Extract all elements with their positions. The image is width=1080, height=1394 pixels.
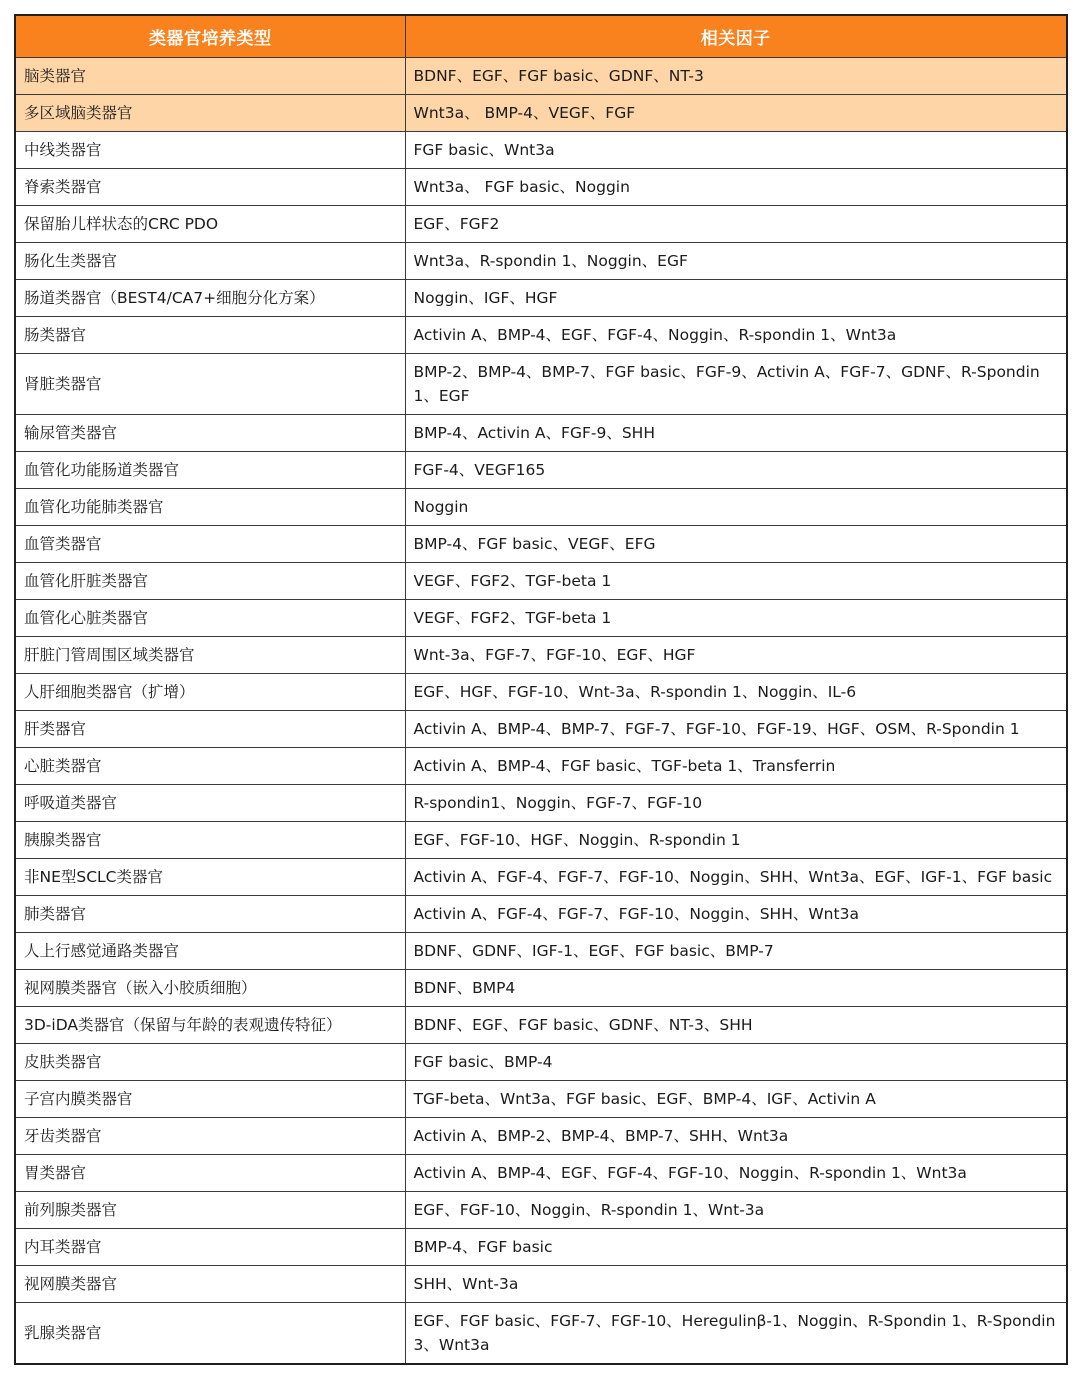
table-row: [15, 1044, 1067, 1081]
table-row: [15, 206, 1067, 243]
table-row: [15, 933, 1067, 970]
related-factors-cell: EGF、FGF-10、HGF、Noggin、R-spondin 1: [405, 822, 1067, 859]
table-row: [15, 95, 1067, 132]
organoid-type-cell: 皮肤类器官: [15, 1044, 405, 1081]
table-header-row: [15, 15, 1067, 58]
organoid-type-cell: 肾脏类器官: [15, 354, 405, 415]
related-factors-cell: Activin A、FGF-4、FGF-7、FGF-10、Noggin、SHH、Wnt3a、EGF、IGF-1、FGF basic: [405, 859, 1067, 896]
related-factors-cell: BMP-4、FGF basic、VEGF、EFG: [405, 526, 1067, 563]
organoid-type-cell: 牙齿类器官: [15, 1118, 405, 1155]
organoid-type-cell: 呼吸道类器官: [15, 785, 405, 822]
table-row: [15, 859, 1067, 896]
organoid-type-cell: 输尿管类器官: [15, 415, 405, 452]
table-row: [15, 1266, 1067, 1303]
organoid-type-cell: 乳腺类器官: [15, 1303, 405, 1365]
table-row: [15, 563, 1067, 600]
related-factors-cell: EGF、FGF basic、FGF-7、FGF-10、Heregulinβ-1、Noggin、R-Spondin 1、R-Spondin 3、Wnt3a: [405, 1303, 1067, 1365]
table-row: [15, 58, 1067, 95]
related-factors-cell: R-spondin1、Noggin、FGF-7、FGF-10: [405, 785, 1067, 822]
organoid-factors-table: [14, 14, 1068, 1365]
related-factors-cell: EGF、FGF2: [405, 206, 1067, 243]
organoid-type-cell: 前列腺类器官: [15, 1192, 405, 1229]
related-factors-cell: FGF basic、BMP-4: [405, 1044, 1067, 1081]
related-factors-cell: FGF-4、VEGF165: [405, 452, 1067, 489]
table-row: [15, 970, 1067, 1007]
related-factors-cell: FGF basic、Wnt3a: [405, 132, 1067, 169]
related-factors-cell: BDNF、GDNF、IGF-1、EGF、FGF basic、BMP-7: [405, 933, 1067, 970]
organoid-type-cell: 保留胎儿样状态的CRC PDO: [15, 206, 405, 243]
table-row: [15, 526, 1067, 563]
organoid-type-cell: 中线类器官: [15, 132, 405, 169]
table-row: [15, 169, 1067, 206]
table-row: [15, 415, 1067, 452]
organoid-type-cell: 非NE型SCLC类器官: [15, 859, 405, 896]
table-row: [15, 600, 1067, 637]
organoid-type-cell: 3D-iDA类器官（保留与年龄的表观遗传特征）: [15, 1007, 405, 1044]
organoid-type-cell: 肠化生类器官: [15, 243, 405, 280]
organoid-type-cell: 人上行感觉通路类器官: [15, 933, 405, 970]
table-row: [15, 896, 1067, 933]
related-factors-cell: Activin A、BMP-2、BMP-4、BMP-7、SHH、Wnt3a: [405, 1118, 1067, 1155]
related-factors-cell: Noggin、IGF、HGF: [405, 280, 1067, 317]
table-row: [15, 280, 1067, 317]
column-header-related-factors: 相关因子: [405, 15, 1067, 58]
related-factors-cell: VEGF、FGF2、TGF-beta 1: [405, 563, 1067, 600]
related-factors-cell: Activin A、BMP-4、EGF、FGF-4、Noggin、R-spondin 1、Wnt3a: [405, 317, 1067, 354]
related-factors-cell: SHH、Wnt-3a: [405, 1266, 1067, 1303]
table-row: [15, 1081, 1067, 1118]
related-factors-cell: Activin A、BMP-4、BMP-7、FGF-7、FGF-10、FGF-19、HGF、OSM、R-Spondin 1: [405, 711, 1067, 748]
organoid-type-cell: 肠道类器官（BEST4/CA7+细胞分化方案）: [15, 280, 405, 317]
related-factors-cell: EGF、HGF、FGF-10、Wnt-3a、R-spondin 1、Noggin、IL-6: [405, 674, 1067, 711]
table-row: [15, 1118, 1067, 1155]
table-row: [15, 1155, 1067, 1192]
table-row: [15, 711, 1067, 748]
table-row: [15, 132, 1067, 169]
organoid-type-cell: 人肝细胞类器官（扩增）: [15, 674, 405, 711]
organoid-type-cell: 血管化功能肠道类器官: [15, 452, 405, 489]
related-factors-cell: Activin A、BMP-4、EGF、FGF-4、FGF-10、Noggin、R-spondin 1、Wnt3a: [405, 1155, 1067, 1192]
organoid-type-cell: 多区域脑类器官: [15, 95, 405, 132]
organoid-type-cell: 肺类器官: [15, 896, 405, 933]
organoid-type-cell: 血管化肝脏类器官: [15, 563, 405, 600]
table-row: [15, 785, 1067, 822]
organoid-type-cell: 内耳类器官: [15, 1229, 405, 1266]
organoid-type-cell: 视网膜类器官（嵌入小胶质细胞）: [15, 970, 405, 1007]
related-factors-cell: Wnt3a、R-spondin 1、Noggin、EGF: [405, 243, 1067, 280]
related-factors-cell: TGF-beta、Wnt3a、FGF basic、EGF、BMP-4、IGF、Activin A: [405, 1081, 1067, 1118]
table-row: [15, 1007, 1067, 1044]
table-body: [15, 58, 1067, 1365]
related-factors-cell: VEGF、FGF2、TGF-beta 1: [405, 600, 1067, 637]
related-factors-cell: Activin A、BMP-4、FGF basic、TGF-beta 1、Transferrin: [405, 748, 1067, 785]
organoid-type-cell: 血管化功能肺类器官: [15, 489, 405, 526]
related-factors-cell: BDNF、EGF、FGF basic、GDNF、NT-3、SHH: [405, 1007, 1067, 1044]
organoid-type-cell: 胃类器官: [15, 1155, 405, 1192]
organoid-type-cell: 心脏类器官: [15, 748, 405, 785]
organoid-type-cell: 肠类器官: [15, 317, 405, 354]
related-factors-cell: Noggin: [405, 489, 1067, 526]
table-row: [15, 1303, 1067, 1365]
organoid-type-cell: 脊索类器官: [15, 169, 405, 206]
organoid-type-cell: 肝脏门管周围区域类器官: [15, 637, 405, 674]
organoid-type-cell: 血管类器官: [15, 526, 405, 563]
related-factors-cell: BMP-4、FGF basic: [405, 1229, 1067, 1266]
related-factors-cell: Wnt3a、 FGF basic、Noggin: [405, 169, 1067, 206]
related-factors-cell: Wnt-3a、FGF-7、FGF-10、EGF、HGF: [405, 637, 1067, 674]
organoid-type-cell: 子宫内膜类器官: [15, 1081, 405, 1118]
table-row: [15, 317, 1067, 354]
organoid-type-cell: 血管化心脏类器官: [15, 600, 405, 637]
related-factors-cell: BDNF、EGF、FGF basic、GDNF、NT-3: [405, 58, 1067, 95]
table-row: [15, 243, 1067, 280]
organoid-type-cell: 肝类器官: [15, 711, 405, 748]
organoid-type-cell: 视网膜类器官: [15, 1266, 405, 1303]
table-row: [15, 1192, 1067, 1229]
table-row: [15, 674, 1067, 711]
related-factors-cell: BMP-4、Activin A、FGF-9、SHH: [405, 415, 1067, 452]
related-factors-cell: EGF、FGF-10、Noggin、R-spondin 1、Wnt-3a: [405, 1192, 1067, 1229]
table-row: [15, 489, 1067, 526]
column-header-organoid-type: 类器官培养类型: [15, 15, 405, 58]
related-factors-cell: Activin A、FGF-4、FGF-7、FGF-10、Noggin、SHH、Wnt3a: [405, 896, 1067, 933]
table-row: [15, 1229, 1067, 1266]
table-row: [15, 452, 1067, 489]
related-factors-cell: Wnt3a、 BMP-4、VEGF、FGF: [405, 95, 1067, 132]
related-factors-cell: BMP-2、BMP-4、BMP-7、FGF basic、FGF-9、Activin A、FGF-7、GDNF、R-Spondin 1、EGF: [405, 354, 1067, 415]
table-row: [15, 354, 1067, 415]
table-row: [15, 748, 1067, 785]
table-row: [15, 822, 1067, 859]
organoid-type-cell: 脑类器官: [15, 58, 405, 95]
organoid-type-cell: 胰腺类器官: [15, 822, 405, 859]
table-row: [15, 637, 1067, 674]
related-factors-cell: BDNF、BMP4: [405, 970, 1067, 1007]
